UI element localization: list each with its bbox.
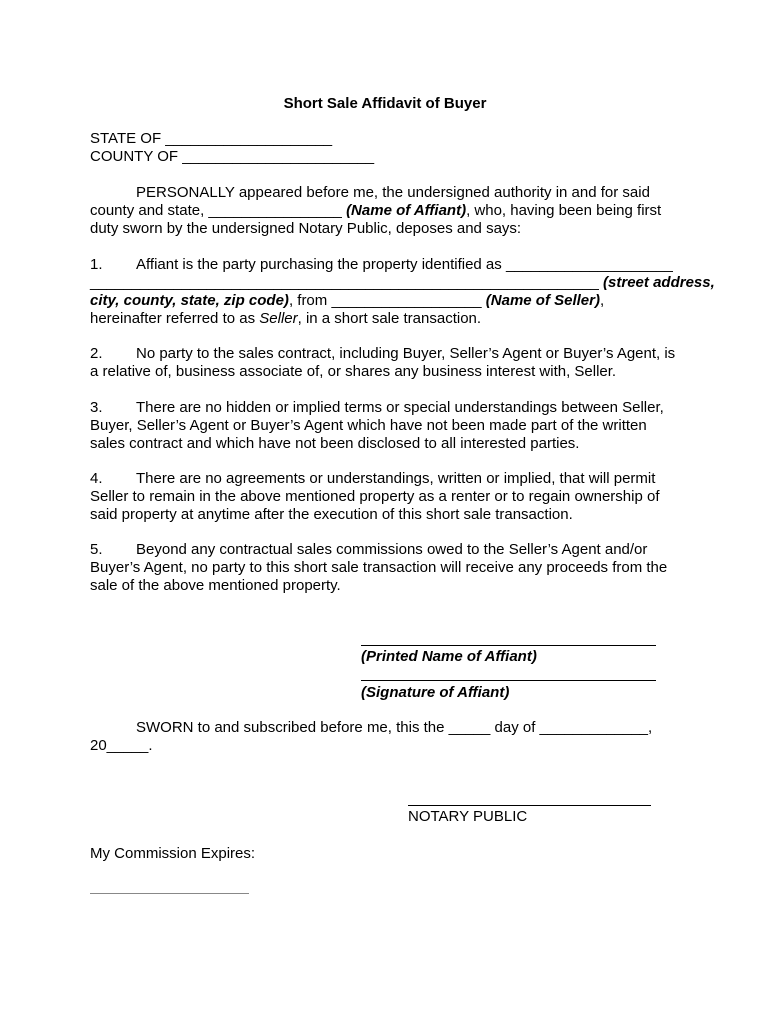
item-4-text: There are no agreements or understandings, written or implied, that will permit Seller to remain in the above mentioned property as a renter or to regain ownership of said property at anytime after the execution of this short sale transaction. — [90, 470, 660, 523]
item-1-line1: Affiant is the party purchasing the property identified as ____________________ — [136, 256, 673, 273]
item-5 — [90, 541, 682, 595]
notary-signature-line — [408, 805, 651, 806]
county-line: COUNTY OF _______________________ — [90, 148, 375, 165]
sworn-line-1 — [90, 719, 682, 737]
sworn-text: SWORN to and subscribed before me, this the _____ day of _____________, — [136, 719, 653, 736]
item-3-number: 3. — [90, 399, 103, 416]
sworn-line-2: 20_____. — [90, 737, 153, 754]
item-4 — [90, 470, 682, 524]
printed-name-label: (Printed Name of Affiant) — [361, 648, 537, 665]
printed-name-line — [361, 645, 656, 646]
item-1-line4-end: , in a short sale transaction. — [297, 310, 482, 327]
item-3 — [90, 399, 682, 453]
notary-public-label: NOTARY PUBLIC — [408, 808, 528, 825]
item-5-text: Beyond any contractual sales commissions owed to the Seller’s Agent and/or Buyer’s Agent, no party to this short sale transaction will receive any proceeds from the sale of the above mentioned property. — [90, 541, 668, 594]
item-1-line4-start: hereinafter referred to as — [90, 310, 260, 327]
street-address-label: (street address, — [603, 274, 715, 291]
item-5-number: 5. — [90, 541, 103, 558]
signature-label: (Signature of Affiant) — [361, 684, 510, 701]
item-2 — [90, 345, 682, 381]
seller-word: Seller — [259, 310, 298, 327]
intro-text-end: , who, having been being first duty sworn by the undersigned Notary Public, deposes and says: — [90, 202, 662, 237]
item-2-text: No party to the sales contract, including Buyer, Seller’s Agent or Buyer’s Agent, is a relative of, business associate of, or shares any business interest with, Seller. — [90, 345, 676, 380]
item-4-number: 4. — [90, 470, 103, 487]
city-label: city, county, state, zip code) — [90, 292, 289, 309]
affiant-name-label: (Name of Affiant) — [346, 202, 467, 219]
item-1-comma: , — [599, 292, 605, 309]
item-1-line3 — [90, 292, 682, 310]
document-title: Short Sale Affidavit of Buyer — [283, 95, 487, 112]
state-line: STATE OF ____________________ — [90, 130, 333, 147]
seller-name-label: (Name of Seller) — [485, 292, 600, 309]
item-1-number: 1. — [90, 256, 103, 273]
item-1-from-text: , from __________________ — [288, 292, 486, 309]
commission-expires-label: My Commission Expires: — [90, 845, 256, 862]
signature-line — [361, 680, 656, 681]
intro-text-start: PERSONALLY appeared before me, the undersigned authority in and for said county and state, ________________ — [90, 184, 650, 219]
item-1-address-blank: _____________________________________________________________ — [90, 274, 604, 291]
item-1 — [90, 256, 682, 274]
item-1-line2 — [90, 274, 715, 292]
item-3-text: There are no hidden or implied terms or special understandings between Seller, Buyer, Seller’s Agent or Buyer’s Agent which have not been made part of the written sales contract and which have not been disclosed to all interested parties. — [90, 399, 664, 452]
item-2-number: 2. — [90, 345, 103, 362]
item-1-line4 — [90, 310, 682, 328]
intro-paragraph — [90, 184, 682, 238]
commission-date-line — [90, 893, 249, 894]
